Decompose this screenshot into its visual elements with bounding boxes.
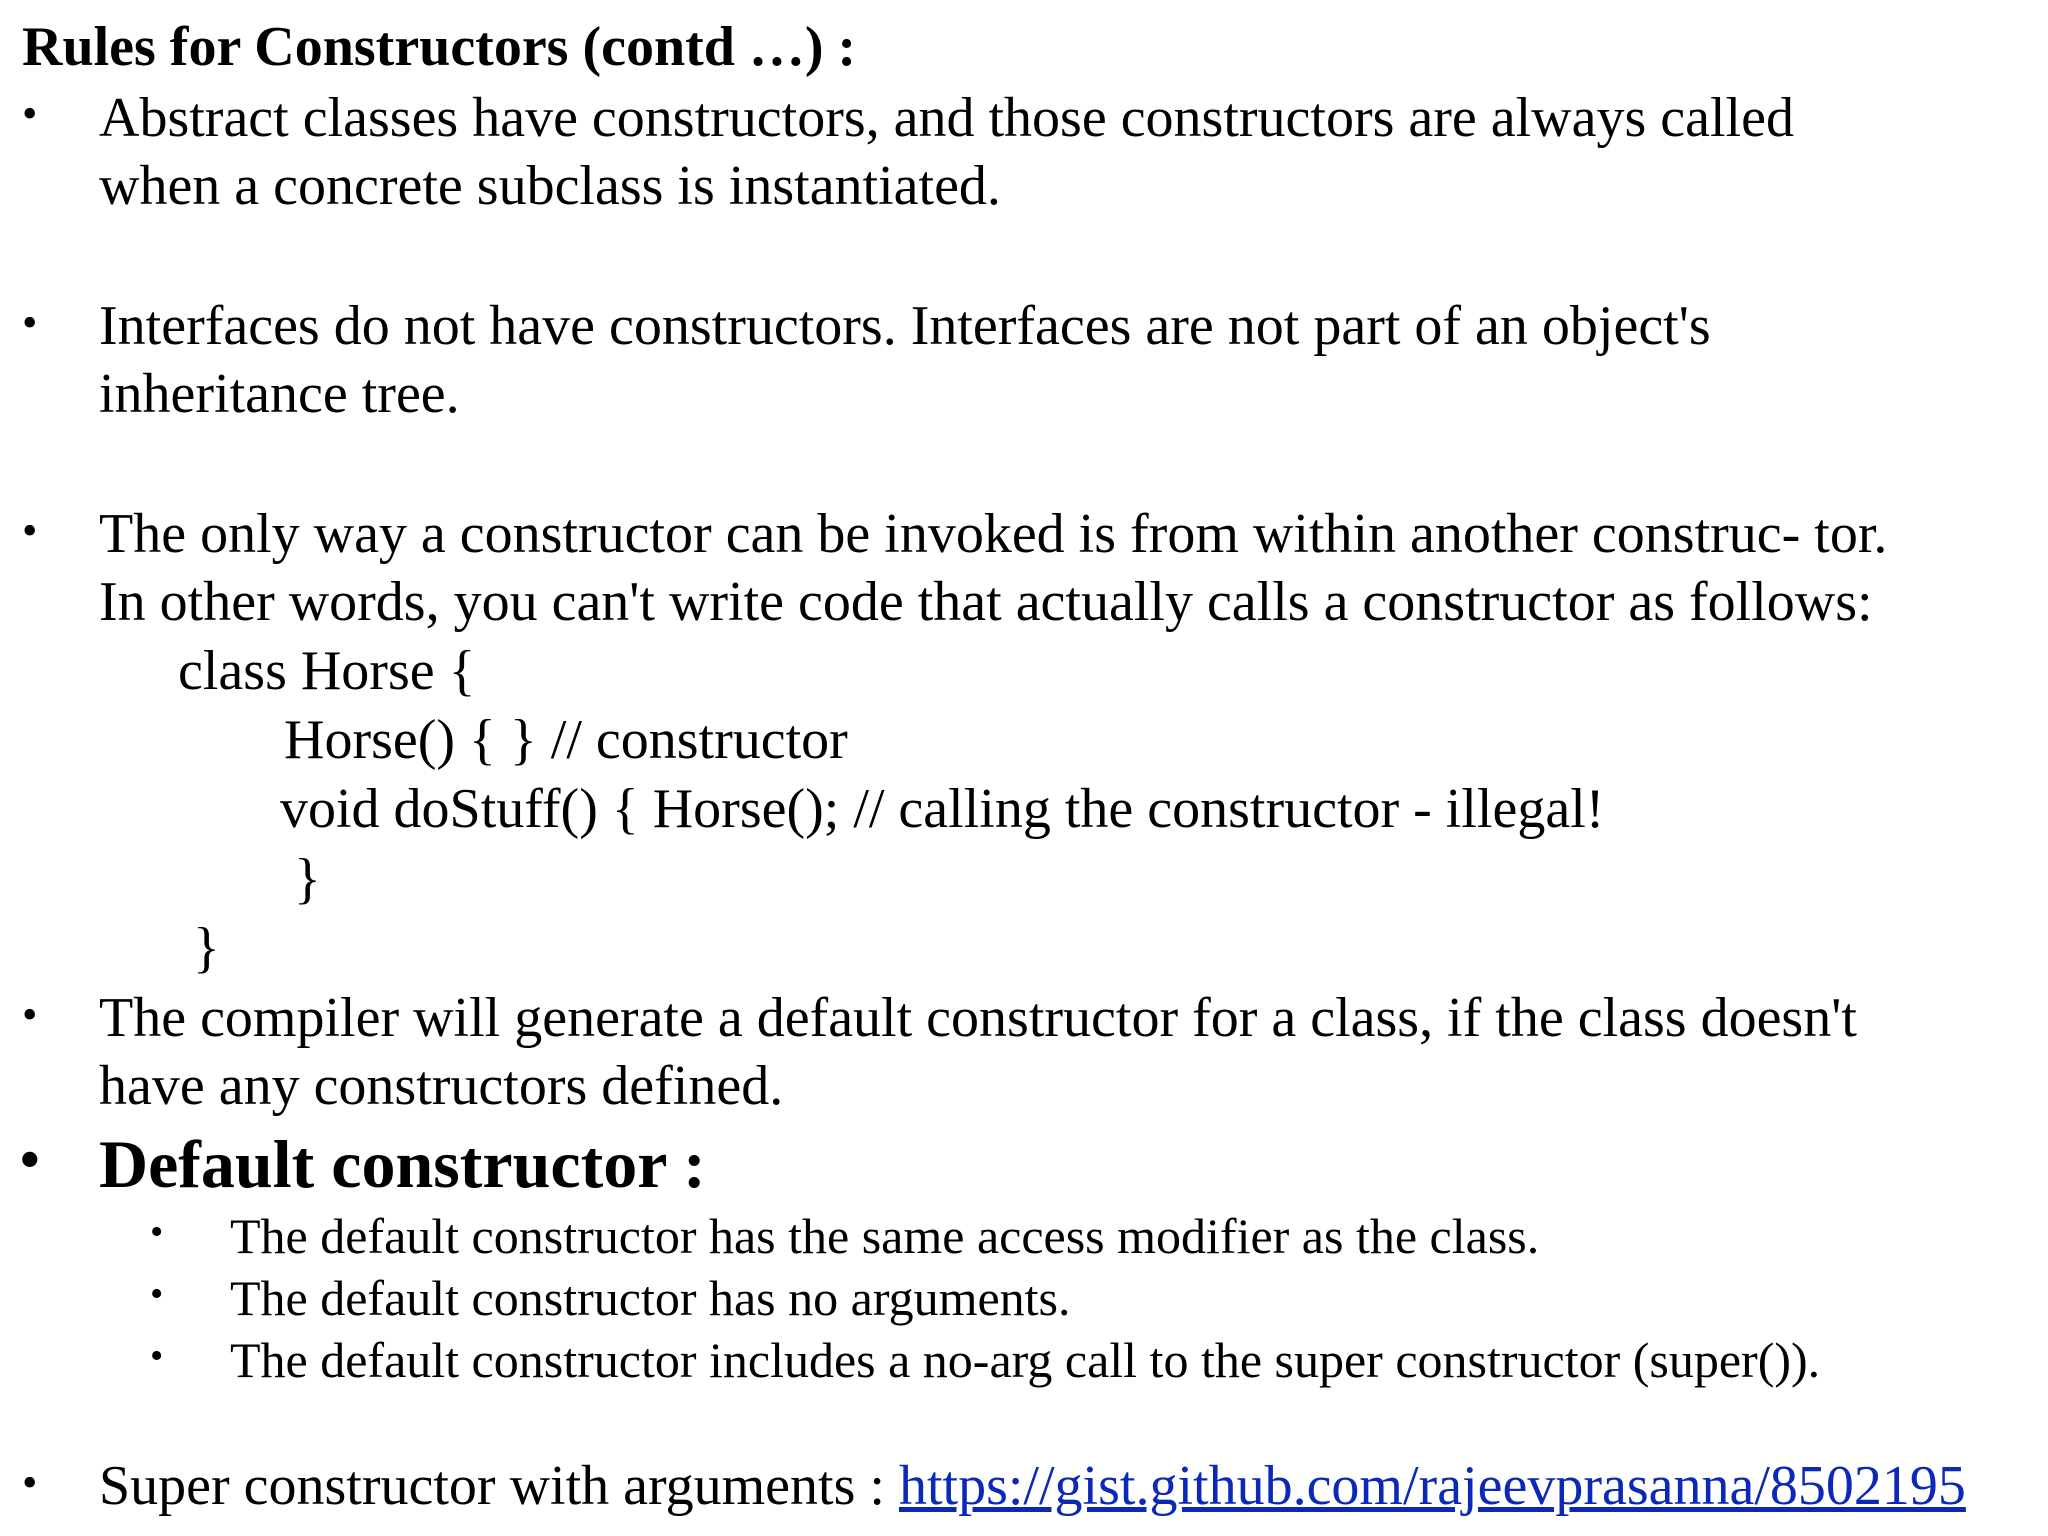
bullet-text-line: The compiler will generate a default constructor for a class, if the class doesn't: [99, 987, 1857, 1049]
bullet-text-line: The only way a constructor can be invoked is from within another construc- tor.: [99, 503, 1888, 565]
bullet-text-line: when a concrete subclass is instantiated.: [99, 155, 1001, 217]
sub-bullet-text: The default constructor has the same access modifier as the class.: [230, 1208, 1540, 1264]
gist-link[interactable]: https://gist.github.com/rajeevprasanna/8502195: [898, 1455, 1966, 1517]
code-line: }: [193, 917, 220, 979]
code-line: Horse() { } // constructor: [284, 709, 848, 771]
slide-title: Rules for Constructors (contd …) :: [22, 16, 857, 78]
bullet-icon: •: [20, 1129, 40, 1191]
bullet-icon: •: [22, 506, 38, 555]
bullet-text-line: In other words, you can't write code that actually calls a constructor as follows:: [99, 571, 1873, 633]
bullet-icon: •: [22, 1458, 38, 1507]
bullet-icon: •: [22, 89, 38, 138]
bullet-text-line: inheritance tree.: [99, 363, 460, 425]
code-line: void doStuff() { Horse(); // calling the constructor - illegal!: [280, 778, 1605, 840]
bullet-text-line: Abstract classes have constructors, and those constructors are always called: [99, 87, 1794, 149]
link-label: Super constructor with arguments :: [99, 1455, 899, 1517]
bullet-icon: •: [22, 990, 38, 1039]
sub-bullet-text: The default constructor includes a no-arg call to the super constructor (super()).: [230, 1332, 1821, 1388]
sub-bullet-text: The default constructor has no arguments.: [230, 1270, 1071, 1326]
sub-bullet-icon: •: [150, 1273, 164, 1315]
sub-bullet-icon: •: [150, 1335, 164, 1377]
bullet-text-line: Interfaces do not have constructors. Interfaces are not part of an object's: [99, 295, 1711, 357]
bullet-text-line: [99, 1452, 1966, 1520]
sub-bullet-icon: •: [150, 1211, 164, 1253]
bullet-icon: •: [22, 298, 38, 347]
code-line: class Horse {: [178, 640, 476, 702]
section-heading: Default constructor :: [99, 1126, 706, 1202]
code-line: }: [294, 848, 321, 910]
bullet-text-line: have any constructors defined.: [99, 1055, 784, 1117]
